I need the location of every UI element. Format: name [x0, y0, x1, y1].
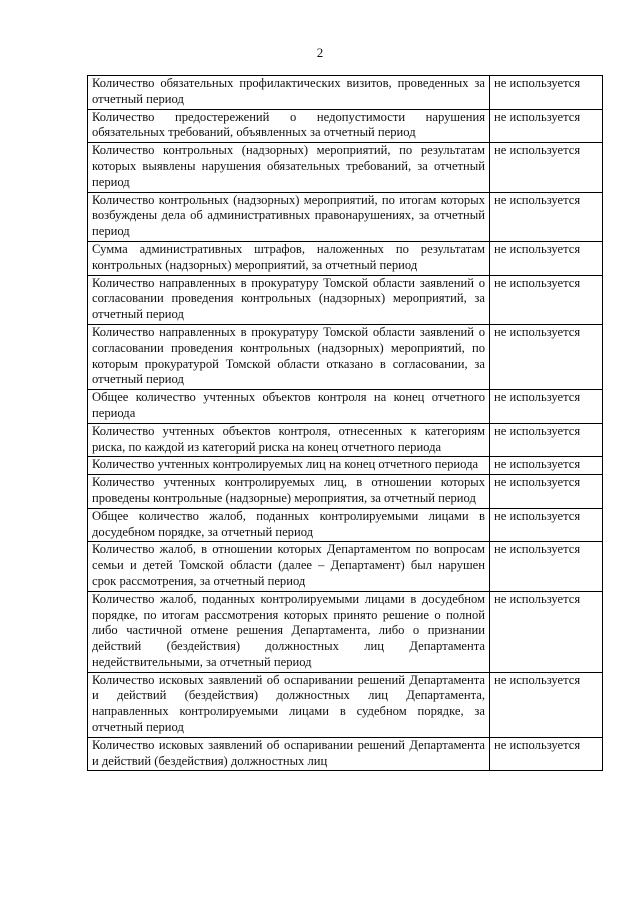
indicator-value: не используется	[490, 591, 603, 672]
indicator-text: Количество исковых заявлений об оспаривании решений Департамента и действий (бездействия) должностных лиц Департамента, направленных контролируемыми лицами в судебном порядке, за отчетный период	[88, 672, 490, 737]
indicator-text: Количество направленных в прокуратуру Томской области заявлений о согласовании проведения контрольных (надзорных) мероприятий, по которым прокуратурой Томской области отказано в согласовании, за отчетный период	[88, 324, 490, 389]
indicator-value: не используется	[490, 672, 603, 737]
indicator-text: Общее количество учтенных объектов контроля на конец отчетного периода	[88, 390, 490, 424]
indicator-value: не используется	[490, 241, 603, 275]
table-row	[88, 672, 603, 737]
indicator-value: не используется	[490, 475, 603, 509]
indicators-table	[87, 75, 603, 771]
indicator-text: Количество контрольных (надзорных) мероприятий, по результатам которых выявлены нарушения обязательных требований, за отчетный период	[88, 143, 490, 192]
indicator-value: не используется	[490, 143, 603, 192]
indicator-value: не используется	[490, 457, 603, 475]
indicator-value: не используется	[490, 109, 603, 143]
page-number: 2	[316, 45, 324, 60]
indicator-value: не используется	[490, 390, 603, 424]
table-row	[88, 109, 603, 143]
indicator-value: не используется	[490, 508, 603, 542]
indicator-value: не используется	[490, 192, 603, 241]
indicator-value: не используется	[490, 76, 603, 110]
indicator-value: не используется	[490, 423, 603, 457]
indicator-value: не используется	[490, 275, 603, 324]
table-row	[88, 192, 603, 241]
indicator-text: Количество исковых заявлений об оспаривании решений Департамента и действий (бездействия) должностных лиц	[88, 737, 490, 771]
indicator-text: Количество учтенных контролируемых лиц, в отношении которых проведены контрольные (надзорные) мероприятия, за отчетный период	[88, 475, 490, 509]
table-row	[88, 76, 603, 110]
indicator-text: Количество жалоб, поданных контролируемыми лицами в досудебном порядке, по итогам рассмотрения которых принято решение о полной либо частичной отмене решения Департамента, либо о признании действий (бездействия) должностных лиц Департамента недействительными, за отчетный период	[88, 591, 490, 672]
table-row	[88, 475, 603, 509]
indicator-text: Количество учтенных контролируемых лиц на конец отчетного периода	[88, 457, 490, 475]
table-row	[88, 508, 603, 542]
table-row	[88, 423, 603, 457]
indicator-text: Общее количество жалоб, поданных контролируемыми лицами в досудебном порядке, за отчетный период	[88, 508, 490, 542]
indicator-text: Количество обязательных профилактических визитов, проведенных за отчетный период	[88, 76, 490, 110]
indicator-value: не используется	[490, 542, 603, 591]
table-row	[88, 241, 603, 275]
indicator-text: Количество жалоб, в отношении которых Департаментом по вопросам семьи и детей Томской области (далее – Департамент) был нарушен срок рассмотрения, за отчетный период	[88, 542, 490, 591]
indicator-value: не используется	[490, 737, 603, 771]
table-row	[88, 324, 603, 389]
table-row	[88, 737, 603, 771]
indicator-text: Количество направленных в прокуратуру Томской области заявлений о согласовании проведения контрольных (надзорных) мероприятий, за отчетный период	[88, 275, 490, 324]
table-row	[88, 542, 603, 591]
indicator-text: Сумма административных штрафов, наложенных по результатам контрольных (надзорных) мероприятий, за отчетный период	[88, 241, 490, 275]
table-row	[88, 591, 603, 672]
table-row	[88, 390, 603, 424]
indicators-table-container	[87, 75, 603, 846]
indicator-text: Количество учтенных объектов контроля, отнесенных к категориям риска, по каждой из категорий риска на конец отчетного периода	[88, 423, 490, 457]
table-row	[88, 143, 603, 192]
indicator-text: Количество контрольных (надзорных) мероприятий, по итогам которых возбуждены дела об административных правонарушениях, за отчетный период	[88, 192, 490, 241]
table-row	[88, 457, 603, 475]
indicator-value: не используется	[490, 324, 603, 389]
indicator-text: Количество предостережений о недопустимости нарушения обязательных требований, объявленных за отчетный период	[88, 109, 490, 143]
table-row	[88, 275, 603, 324]
